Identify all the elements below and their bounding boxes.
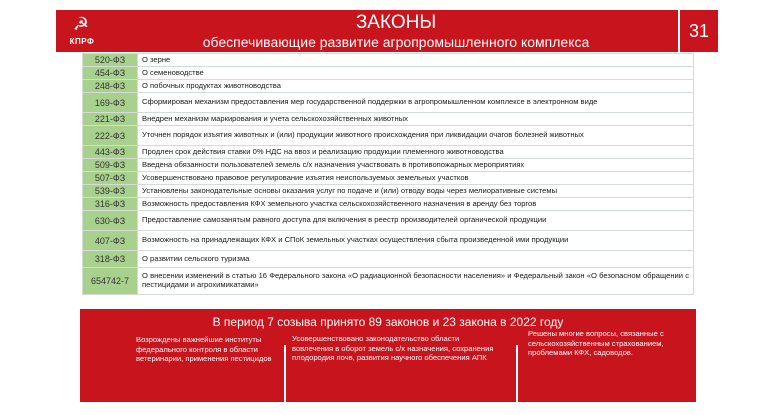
- table-row: [83, 93, 694, 113]
- banner-divider: [516, 345, 518, 402]
- slide: [56, 10, 718, 402]
- law-code: 318-ФЗ: [83, 251, 138, 268]
- law-code: 539-ФЗ: [83, 185, 138, 198]
- law-description: Возможность предоставления КФХ земельного участка сельскохозяйственного назначения в аренду без торгов: [138, 198, 694, 211]
- page-subtitle: обеспечивающие развитие агропромышленного комплекса: [202, 34, 590, 50]
- law-description: Внедрен механизм маркирования и учета сельскохозяйственных животных: [138, 113, 694, 126]
- banner-title: В период 7 созыва принято 89 законов и 23 закона в 2022 году: [212, 315, 564, 329]
- banner-column-veterinary: Возрождены важнейшие институты федерального контроля в области ветеринарии, применения пестицидов: [136, 335, 272, 364]
- law-code: 169-ФЗ: [83, 93, 138, 113]
- table-row: [83, 126, 694, 146]
- law-description: Продлен срок действия ставки 0% НДС на ввоз и реализацию продукции племенного животноводства: [138, 146, 694, 159]
- law-code: 507-ФЗ: [83, 172, 138, 185]
- table-row: [83, 80, 694, 93]
- table-row: [83, 268, 694, 295]
- law-description: Введена обязанности пользователей земель с/х назначения участвовать в противопожарных мероприятиях: [138, 159, 694, 172]
- table-row: [83, 159, 694, 172]
- banner-divider: [284, 345, 286, 402]
- table-row: [83, 113, 694, 126]
- law-description: Усовершенствовано правовое регулирование изъятия неиспользуемых земельных участков: [138, 172, 694, 185]
- law-code: 248-ФЗ: [83, 80, 138, 93]
- law-code: 654742-7: [83, 268, 138, 295]
- summary-banner: [80, 309, 696, 402]
- table-row: [83, 231, 694, 251]
- header-bar: [56, 10, 718, 52]
- law-code: 520-ФЗ: [83, 54, 138, 67]
- table-row: [83, 172, 694, 185]
- table-row: [83, 211, 694, 231]
- law-code: 407-ФЗ: [83, 231, 138, 251]
- law-code: 316-ФЗ: [83, 198, 138, 211]
- page-number: 31: [678, 10, 718, 52]
- table-row: [83, 198, 694, 211]
- banner-column-insurance: Решены многие вопросы, связанные с сельскохозяйственным страхованием, проблемами КФХ, садоводов.: [528, 329, 664, 358]
- law-code: 222-ФЗ: [83, 126, 138, 146]
- law-description: Сформирован механизм предоставления мер государственной поддержки в агропромышленном комплексе в электронном виде: [138, 93, 694, 113]
- table-row: [83, 185, 694, 198]
- law-description: Предоставление самозанятым равного доступа для включения в реестр производителей органической продукции: [138, 211, 694, 231]
- law-code: 630-ФЗ: [83, 211, 138, 231]
- law-description: О семеноводстве: [138, 67, 694, 80]
- laws-table: [82, 53, 694, 295]
- law-description: Установлены законодательные основы оказания услуг по подаче и (или) отводу воды через мелиоративные системы: [138, 185, 694, 198]
- banner-column-land: Усовершенствовано законодательство области вовлечения в оборот земель с/х назначения, сохранения плодородия почв, развития научного обеспечения АПК: [292, 334, 494, 363]
- table-row: [83, 54, 694, 67]
- hammer-sickle-icon: ☭: [72, 14, 90, 35]
- law-code: 443-ФЗ: [83, 146, 138, 159]
- law-description: О внесении изменений в статью 16 Федерального закона «О радиационной безопасности населения» и Федеральный закон «О безопасном обращении с пестицидами и агрохимикатами»: [138, 268, 694, 295]
- law-description: О зерне: [138, 54, 694, 67]
- law-code: 454-ФЗ: [83, 67, 138, 80]
- kprf-logo: [60, 14, 104, 50]
- law-description: О побочных продуктах животноводства: [138, 80, 694, 93]
- law-code: 509-ФЗ: [83, 159, 138, 172]
- table-row: [83, 146, 694, 159]
- table-row: [83, 67, 694, 80]
- law-description: Уточнен порядок изъятия животных и (или) продукции животного происхождения при ликвидации очагов болезней животных: [138, 126, 694, 146]
- page-title: ЗАКОНЫ: [355, 12, 437, 33]
- logo-text: КПРФ: [69, 37, 95, 46]
- law-description: Возможность на принадлежащих КФХ и СПоК земельных участках осуществления сбыта произведенной ими продукции: [138, 231, 694, 251]
- law-code: 221-ФЗ: [83, 113, 138, 126]
- law-description: О развитии сельского туризма: [138, 251, 694, 268]
- table-row: [83, 251, 694, 268]
